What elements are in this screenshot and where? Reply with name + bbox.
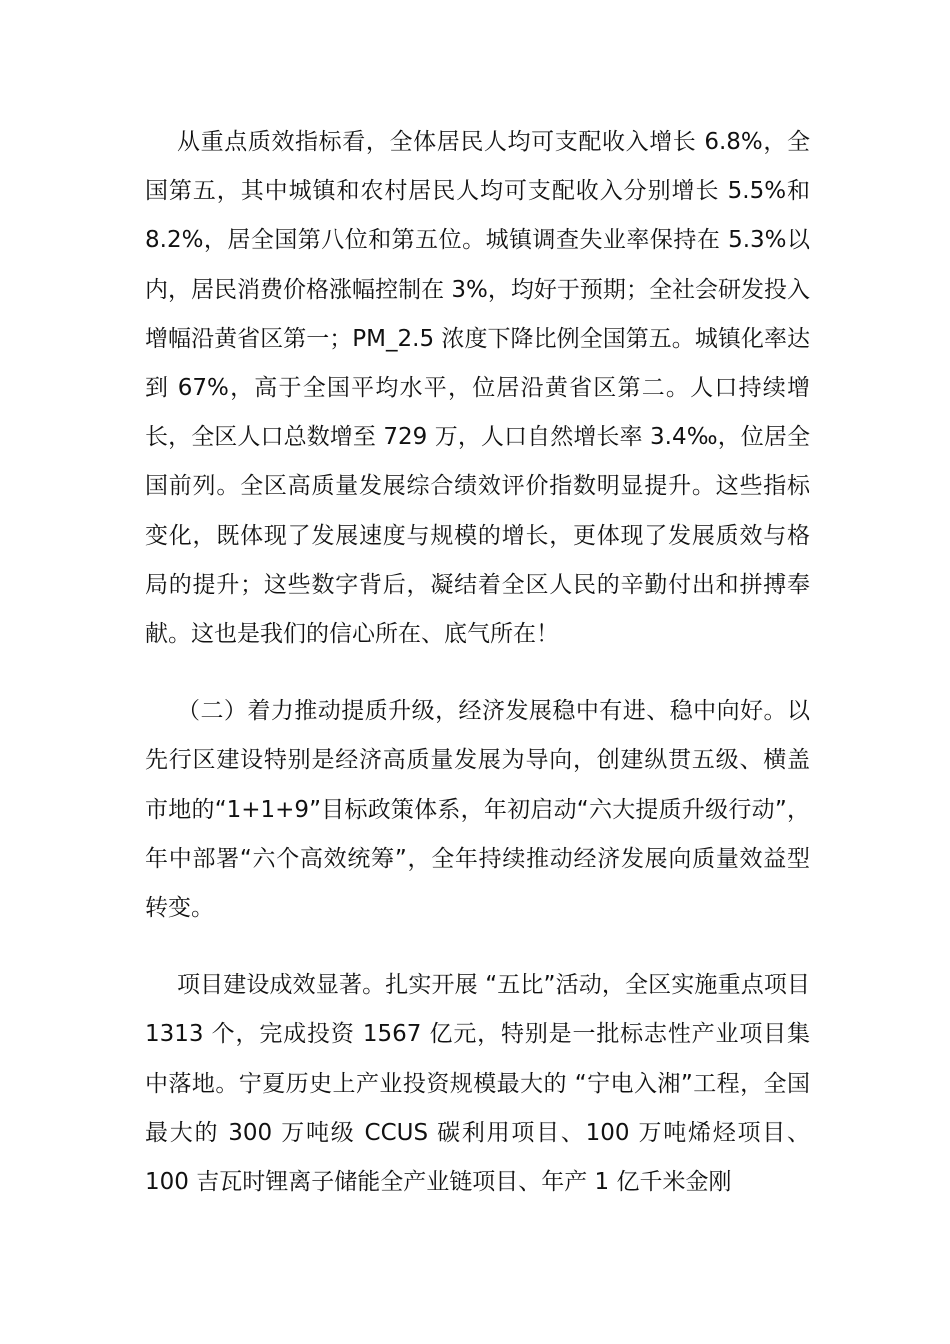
paragraph-quality-indicators: 从重点质效指标看，全体居民人均可支配收入增长 6.8%，全国第五，其中城镇和农村居民人均可支配收入分别增长 5.5%和 8.2%，居全国第八位和第五位。城镇调查失业率保持在 5.3%以内，居民消费价格涨幅控制在 3%，均好于预期；全社会研发投入增幅沿黄省区第一；PM_2.5 浓度下降比例全国第五。城镇化率达到 67%，高于全国平均水平，位居沿黄省区第二。人口持续增长，全区人口总数增至 729 万，人口自然增长率 3.4‰，位居全国前列。全区高质量发展综合绩效评价指数明显提升。这些指标变化，既体现了发展速度与规模的增长，更体现了发展质效与格局的提升；这些数字背后，凝结着全区人民的辛勤付出和拼搏奉献。这也是我们的信心所在、底气所在！ (145, 129, 810, 648)
paragraph-section-two-heading: （二）着力推动提质升级，经济发展稳中有进、稳中向好。以先行区建设特别是经济高质量发展为导向，创建纵贯五级、横盖市地的“1+1+9”目标政策体系，年初启动“六大提质升级行动”，年中部署“六个高效统筹”，全年持续推动经济发展向质量效益型转变。 (145, 698, 810, 922)
document-page (145, 118, 810, 1207)
paragraph-project-construction: 项目建设成效显著。扎实开展 “五比”活动，全区实施重点项目 1313 个，完成投资 1567 亿元，特别是一批标志性产业项目集中落地。宁夏历史上产业投资规模最大的 “宁电入湘”工程，全国最大的 300 万吨级 CCUS 碳利用项目、100 万吨烯烃项目、100 吉瓦时锂离子储能全产业链项目、年产 1 亿千米金刚 (145, 972, 810, 1196)
